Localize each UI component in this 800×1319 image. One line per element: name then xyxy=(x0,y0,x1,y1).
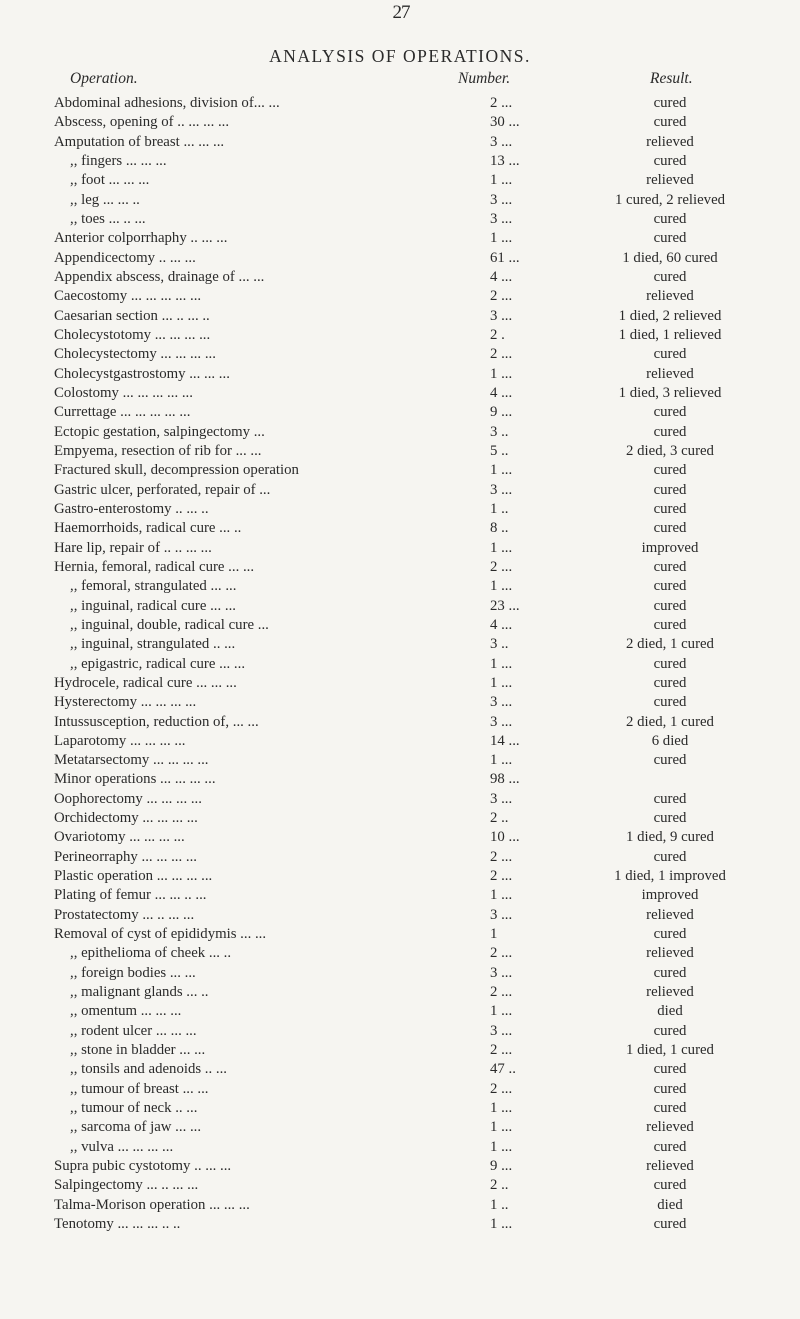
operation-result: cured xyxy=(653,694,687,711)
operation-number: 1 ... xyxy=(490,752,513,769)
operation-result: cured xyxy=(653,520,687,537)
operation-result: 2 died, 1 cured xyxy=(626,636,714,653)
operation-number: 3 ... xyxy=(490,133,513,150)
table-row xyxy=(0,1118,800,1137)
operation-name: Caecostomy ... ... ... ... ... xyxy=(54,288,202,305)
operation-number: 2 ... xyxy=(490,346,513,363)
operation-name: Abscess, opening of .. ... ... ... xyxy=(54,114,230,131)
table-row xyxy=(0,249,800,268)
table-row xyxy=(0,886,800,905)
table-row xyxy=(0,828,800,847)
operation-name: Currettage ... ... ... ... ... xyxy=(54,404,191,421)
operation-name: Cholecystotomy ... ... ... ... xyxy=(54,326,211,343)
operation-name: Empyema, resection of rib for ... ... xyxy=(54,442,262,459)
operation-number: 2 ... xyxy=(490,945,513,962)
operation-name: Cholecystgastrostomy ... ... ... xyxy=(54,365,230,382)
operation-name: Orchidectomy ... ... ... ... xyxy=(54,810,198,827)
operation-number: 2 .. xyxy=(490,1177,509,1194)
table-row xyxy=(0,713,800,732)
operation-number: 1 ... xyxy=(490,578,513,595)
table-row xyxy=(0,906,800,925)
table-row xyxy=(0,1002,800,1021)
operation-number: 2 .. xyxy=(490,810,509,827)
operation-result: improved xyxy=(641,539,699,556)
operation-number: 2 ... xyxy=(490,1042,513,1059)
operation-name: Hydrocele, radical cure ... ... ... xyxy=(54,674,237,691)
operation-result: 1 died, 60 cured xyxy=(622,249,718,266)
operation-result: cured xyxy=(653,616,687,633)
operation-name: Colostomy ... ... ... ... ... xyxy=(54,384,193,401)
operation-number: 2 ... xyxy=(490,1080,513,1097)
operation-result: cured xyxy=(653,404,687,421)
table-row xyxy=(0,1060,800,1079)
operation-result: cured xyxy=(653,268,687,285)
table-row xyxy=(0,268,800,287)
operation-number: 2 ... xyxy=(490,848,513,865)
table-row xyxy=(0,1138,800,1157)
operation-result: cured xyxy=(653,95,687,111)
operations-table xyxy=(0,94,800,1234)
operation-number: 23 ... xyxy=(490,597,520,614)
operation-name: Supra pubic cystotomy .. ... ... xyxy=(54,1158,232,1175)
operation-number: 10 ... xyxy=(490,829,520,846)
operation-number: 1 .. xyxy=(490,1196,509,1213)
operation-name: ,, tumour of neck .. ... xyxy=(70,1100,198,1117)
operation-number: 2 ... xyxy=(490,288,513,305)
operation-number: 1 ... xyxy=(490,1100,513,1117)
operation-number: 3 ... xyxy=(490,307,513,324)
operation-result: 6 died xyxy=(651,732,689,749)
operation-result: cured xyxy=(653,810,687,827)
operation-name: ,, inguinal, radical cure ... ... xyxy=(70,597,236,614)
table-row xyxy=(0,442,800,461)
operation-name: ,, omentum ... ... ... xyxy=(70,1003,182,1020)
table-row xyxy=(0,751,800,770)
operation-name: Hysterectomy ... ... ... ... xyxy=(54,694,197,711)
operation-number: 3 ... xyxy=(490,481,513,498)
operation-name: ,, foreign bodies ... ... xyxy=(70,964,196,981)
operation-number: 3 ... xyxy=(490,790,513,807)
operation-number: 1 ... xyxy=(490,1003,513,1020)
operation-number: 3 ... xyxy=(490,713,513,730)
operation-name: Ovariotomy ... ... ... ... xyxy=(54,829,185,846)
table-row xyxy=(0,287,800,306)
header-result: Result. xyxy=(650,70,693,87)
operation-number: 1 ... xyxy=(490,1138,513,1155)
table-row xyxy=(0,326,800,345)
page-title: ANALYSIS OF OPERATIONS. xyxy=(269,46,531,66)
operation-number: 1 ... xyxy=(490,887,513,904)
operation-number: 4 ... xyxy=(490,268,513,285)
operation-result: cured xyxy=(653,578,687,595)
operation-result: relieved xyxy=(646,288,694,305)
operation-name: Cholecystectomy ... ... ... ... xyxy=(54,346,216,363)
operation-name: Laparotomy ... ... ... ... xyxy=(54,732,186,749)
operation-result: cured xyxy=(653,674,687,691)
operation-number: 13 ... xyxy=(490,152,520,169)
operation-result: cured xyxy=(653,346,687,363)
table-row xyxy=(0,171,800,190)
table-row xyxy=(0,925,800,944)
header-number: Number. xyxy=(458,70,511,87)
operation-number: 1 ... xyxy=(490,365,513,382)
operation-result: 1 died, 9 cured xyxy=(626,829,714,846)
table-row xyxy=(0,461,800,480)
operation-number: 3 ... xyxy=(490,1022,513,1039)
operation-number: 98 ... xyxy=(490,771,520,788)
operation-name: ,, vulva ... ... ... ... xyxy=(70,1138,174,1155)
operation-result: died xyxy=(657,1196,683,1213)
table-row xyxy=(0,1080,800,1099)
table-row xyxy=(0,519,800,538)
operation-result: relieved xyxy=(646,906,694,923)
operation-name: ,, epithelioma of cheek ... .. xyxy=(70,945,232,962)
operation-number: 4 ... xyxy=(490,616,513,633)
operation-name: ,, leg ... ... .. xyxy=(70,191,140,208)
table-row xyxy=(0,732,800,751)
operation-number: 4 ... xyxy=(490,384,513,401)
operation-number: 14 ... xyxy=(490,732,520,749)
operation-result: relieved xyxy=(646,1158,694,1175)
operation-number: 3 .. xyxy=(490,423,509,440)
table-row xyxy=(0,1196,800,1215)
table-row xyxy=(0,770,800,789)
operation-name: Amputation of breast ... ... ... xyxy=(54,133,225,150)
operation-name: ,, epigastric, radical cure ... ... xyxy=(70,655,246,672)
operation-result: cured xyxy=(653,114,687,131)
operation-result: cured xyxy=(653,655,687,672)
operation-name: Gastro-enterostomy .. ... .. xyxy=(54,500,209,517)
operation-number: 2 ... xyxy=(490,95,513,111)
operation-result: cured xyxy=(653,210,687,227)
operation-result: 1 died, 2 relieved xyxy=(618,307,722,324)
operation-number: 1 ... xyxy=(490,655,513,672)
operation-name: Abdominal adhesions, division of... ... xyxy=(54,95,280,111)
table-row xyxy=(0,809,800,828)
table-row xyxy=(0,1022,800,1041)
operation-result: cured xyxy=(653,230,687,247)
operation-number: 3 ... xyxy=(490,210,513,227)
operation-number: 2 ... xyxy=(490,868,513,885)
operation-number: 47 .. xyxy=(490,1061,516,1078)
operation-name: Tenotomy ... ... ... .. .. xyxy=(54,1216,181,1233)
table-row xyxy=(0,1099,800,1118)
operation-number: 9 ... xyxy=(490,404,513,421)
operation-name: Hare lip, repair of .. .. ... ... xyxy=(54,539,212,556)
operation-result: 1 died, 1 cured xyxy=(626,1042,714,1059)
operation-number: 1 ... xyxy=(490,462,513,479)
operation-name: ,, toes ... .. ... xyxy=(70,210,146,227)
operation-result: relieved xyxy=(646,1119,694,1136)
operation-number: 1 ... xyxy=(490,1216,513,1233)
table-row xyxy=(0,635,800,654)
operation-result: 2 died, 3 cured xyxy=(626,442,714,459)
operation-result: 1 died, 3 relieved xyxy=(618,384,722,401)
operation-number: 1 ... xyxy=(490,674,513,691)
operation-name: Anterior colporrhaphy .. ... ... xyxy=(54,230,228,247)
operation-number: 8 .. xyxy=(490,520,509,537)
operation-result: cured xyxy=(653,1100,687,1117)
operation-result: improved xyxy=(641,887,699,904)
operation-result: 1 died, 1 improved xyxy=(614,868,726,885)
table-row xyxy=(0,500,800,519)
operation-result: died xyxy=(657,1003,683,1020)
operation-result: cured xyxy=(653,423,687,440)
table-row xyxy=(0,558,800,577)
table-row xyxy=(0,481,800,500)
operation-result: relieved xyxy=(646,133,694,150)
table-row xyxy=(0,1176,800,1195)
operation-number: 5 .. xyxy=(490,442,509,459)
operation-result: 1 cured, 2 relieved xyxy=(614,191,726,208)
table-row xyxy=(0,655,800,674)
operation-number: 1 ... xyxy=(490,539,513,556)
operation-number: 3 .. xyxy=(490,636,509,653)
table-row xyxy=(0,210,800,229)
operation-result: relieved xyxy=(646,945,694,962)
operation-number: 3 ... xyxy=(490,191,513,208)
table-row xyxy=(0,577,800,596)
operation-number: 61 ... xyxy=(490,249,520,266)
operation-result: cured xyxy=(653,558,687,575)
operation-result: cured xyxy=(653,1216,687,1233)
operation-result: cured xyxy=(653,1080,687,1097)
operation-number: 1 xyxy=(490,926,498,943)
table-row xyxy=(0,1157,800,1176)
operation-result: cured xyxy=(653,1177,687,1194)
table-row xyxy=(0,848,800,867)
table-row xyxy=(0,191,800,210)
operation-name: Ectopic gestation, salpingectomy ... xyxy=(54,423,265,440)
table-row xyxy=(0,674,800,693)
table-row xyxy=(0,113,800,132)
table-row xyxy=(0,983,800,1002)
table-row xyxy=(0,539,800,558)
operation-number: 3 ... xyxy=(490,964,513,981)
operation-result: relieved xyxy=(646,172,694,189)
table-row xyxy=(0,152,800,171)
operation-result: cured xyxy=(653,597,687,614)
operation-name: Metatarsectomy ... ... ... ... xyxy=(54,752,209,769)
operation-result: relieved xyxy=(646,365,694,382)
operation-number: 1 ... xyxy=(490,172,513,189)
operation-number: 2 ... xyxy=(490,558,513,575)
operation-result: cured xyxy=(653,462,687,479)
table-row xyxy=(0,403,800,422)
operation-name: ,, inguinal, double, radical cure ... xyxy=(70,616,269,633)
table-row xyxy=(0,790,800,809)
operation-name: Removal of cyst of epididymis ... ... xyxy=(54,926,267,943)
operation-name: ,, foot ... ... ... xyxy=(70,172,150,189)
operation-result: cured xyxy=(653,848,687,865)
operation-name: ,, fingers ... ... ... xyxy=(70,152,167,169)
table-row xyxy=(0,944,800,963)
operation-name: ,, stone in bladder ... ... xyxy=(70,1042,206,1059)
operation-result: cured xyxy=(653,926,687,943)
operation-result: 1 died, 1 relieved xyxy=(618,326,722,343)
operation-number: 9 ... xyxy=(490,1158,513,1175)
operation-name: ,, inguinal, strangulated .. ... xyxy=(70,636,236,653)
operation-name: Gastric ulcer, perforated, repair of ... xyxy=(54,481,271,498)
operation-number: 30 ... xyxy=(490,114,520,131)
table-row xyxy=(0,384,800,403)
operation-name: ,, tonsils and adenoids .. ... xyxy=(70,1061,228,1078)
operation-name: Caesarian section ... .. ... .. xyxy=(54,307,210,324)
operation-result: cured xyxy=(653,1138,687,1155)
operation-result: cured xyxy=(653,152,687,169)
table-row xyxy=(0,867,800,886)
operation-result: cured xyxy=(653,1061,687,1078)
operation-name: Prostatectomy ... .. ... ... xyxy=(54,906,195,923)
operation-number: 1 ... xyxy=(490,1119,513,1136)
operation-number: 2 ... xyxy=(490,984,513,1001)
operation-name: ,, tumour of breast ... ... xyxy=(70,1080,209,1097)
operation-result: relieved xyxy=(646,984,694,1001)
operation-result: cured xyxy=(653,500,687,517)
operation-result: cured xyxy=(653,790,687,807)
operation-name: Perineorraphy ... ... ... ... xyxy=(54,848,198,865)
operation-number: 2 . xyxy=(490,326,505,343)
operation-name: ,, rodent ulcer ... ... ... xyxy=(70,1022,197,1039)
operation-name: Appendix abscess, drainage of ... ... xyxy=(54,268,265,285)
operation-name: Fractured skull, decompression operation xyxy=(54,462,299,479)
operation-name: Minor operations ... ... ... ... xyxy=(54,771,216,788)
operation-name: Talma-Morison operation ... ... ... xyxy=(54,1196,250,1213)
operation-name: Appendicectomy .. ... ... xyxy=(54,249,196,266)
operation-name: Haemorrhoids, radical cure ... .. xyxy=(54,520,242,537)
operation-name: Plating of femur ... ... .. ... xyxy=(54,887,207,904)
table-row xyxy=(0,133,800,152)
table-row xyxy=(0,964,800,983)
table-row xyxy=(0,94,800,113)
header-operation: Operation. xyxy=(70,70,138,87)
table-row xyxy=(0,345,800,364)
operation-name: Salpingectomy ... .. ... ... xyxy=(54,1177,199,1194)
operation-name: Oophorectomy ... ... ... ... xyxy=(54,790,202,807)
table-row xyxy=(0,597,800,616)
table-row xyxy=(0,365,800,384)
page-number: 27 xyxy=(392,2,410,23)
operation-name: ,, malignant glands ... .. xyxy=(70,984,209,1001)
table-row xyxy=(0,1041,800,1060)
table-row xyxy=(0,307,800,326)
operation-name: Hernia, femoral, radical cure ... ... xyxy=(54,558,255,575)
table-row xyxy=(0,229,800,248)
operation-number: 3 ... xyxy=(490,694,513,711)
table-row xyxy=(0,693,800,712)
operation-number: 1 .. xyxy=(490,500,509,517)
operation-result: cured xyxy=(653,481,687,498)
operation-result: 2 died, 1 cured xyxy=(626,713,714,730)
table-row xyxy=(0,423,800,442)
operation-result: cured xyxy=(653,1022,687,1039)
table-row xyxy=(0,1215,800,1234)
operation-result: cured xyxy=(653,964,687,981)
operation-number: 3 ... xyxy=(490,906,513,923)
operation-name: Intussusception, reduction of, ... ... xyxy=(54,713,259,730)
table-row xyxy=(0,616,800,635)
operation-name: Plastic operation ... ... ... ... xyxy=(54,868,213,885)
operation-number: 1 ... xyxy=(490,230,513,247)
operation-name: ,, femoral, strangulated ... ... xyxy=(70,578,237,595)
operation-result: cured xyxy=(653,752,687,769)
operation-name: ,, sarcoma of jaw ... ... xyxy=(70,1119,202,1136)
